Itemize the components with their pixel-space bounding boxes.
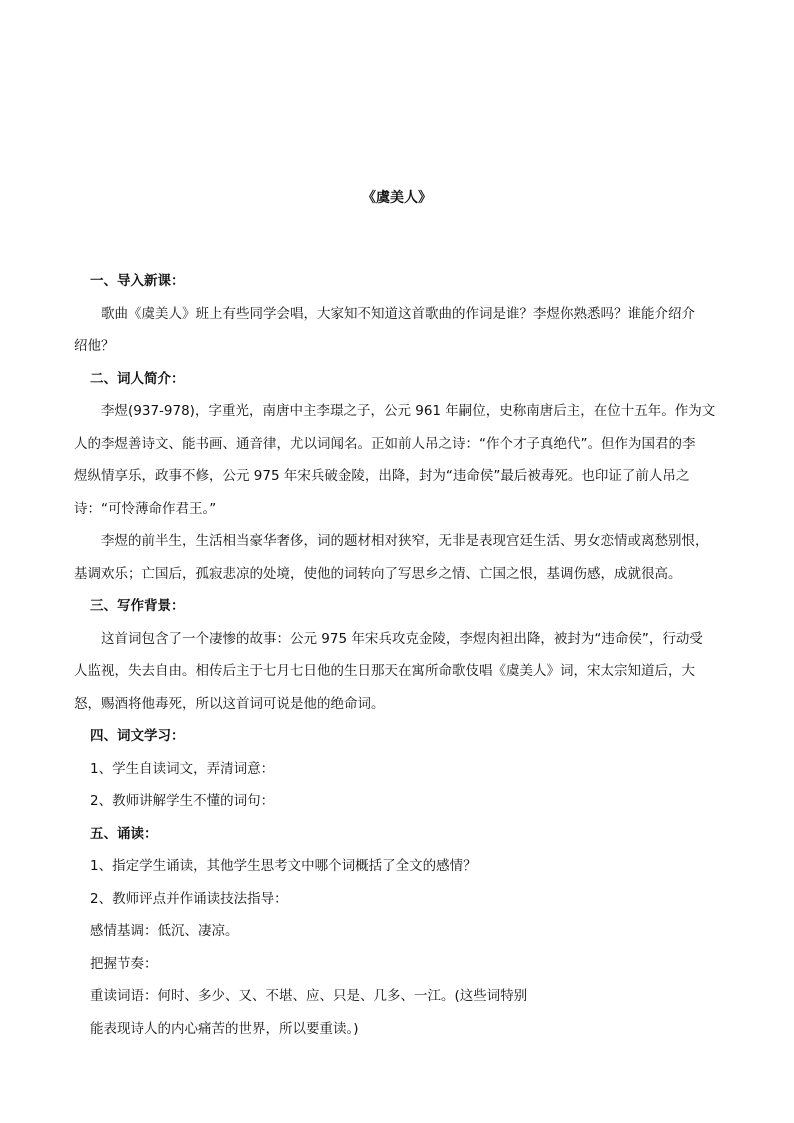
list-item: 2、教师讲解学生不懂的词句： (90, 793, 275, 809)
paragraph-line: 人的李煜善诗文、能书画、通音律，尤以词闻名。正如前人吊之诗：“作个才子真绝代”。但作为国君的李 (74, 435, 696, 452)
emotion-tone: 感情基调：低沉、凄凉。 (90, 923, 239, 939)
stress-words-note: 能表现诗人的内心痛苦的世界，所以要重读。) (90, 1020, 359, 1037)
paragraph-line: 怒，赐酒将他毒死，所以这首词可说是他的绝命词。 (74, 695, 385, 712)
stress-words: 重读词语：何时、多少、又、不堪、应、只是、几多、一江。(这些词特别 (90, 988, 528, 1004)
document-body (74, 265, 730, 1045)
section-heading-background: 三、写作背景： (90, 598, 185, 614)
section-heading-poet-profile: 二、词人简介： (90, 370, 185, 387)
section-heading-intro: 一、导入新课： (90, 273, 185, 289)
list-item: 1、指定学生诵读，其他学生思考文中哪个词概括了全文的感情？ (90, 858, 477, 874)
paragraph-line: 人监视，失去自由。相传后主于七月七日他的生日那天在寓所命歌伎唱《虞美人》词，宋太宗知道后，大 (74, 663, 695, 679)
paragraph-line: 李煜(937-978)，字重光，南唐中主李璟之子，公元 961 年嗣位，史称南唐后主，在位十五年。作为文 (101, 403, 716, 419)
section-heading-study: 四、词文学习： (90, 728, 185, 744)
paragraph-line: 诗：“可怜薄命作君王。” (74, 500, 217, 517)
paragraph-line: 这首词包含了一个凄惨的故事：公元 975 年宋兵攻克金陵，李煜肉袒出降，被封为“违命侯”，行动受 (101, 630, 703, 647)
paragraph-line: 煜纵情享乐，政事不修，公元 975 年宋兵破金陵，出降，封为“违命侯”最后被毒死。也印证了前人吊之 (74, 468, 690, 484)
section-heading-recitation: 五、诵读： (90, 825, 158, 842)
rhythm-label: 把握节奏： (90, 955, 158, 972)
document-title: 《虞美人》 (362, 190, 432, 206)
paragraph-line: 李煜的前半生，生活相当豪华奢侈，词的题材相对狭窄，无非是表现宫廷生活、男女恋情或离愁别恨， (101, 533, 709, 549)
paragraph-line: 基调欢乐；亡国后，孤寂悲凉的处境，使他的词转向了写思乡之情、亡国之恨，基调伤感，成就很高。 (74, 565, 682, 582)
list-item: 2、教师评点并作诵读技法指导： (90, 890, 288, 907)
list-item: 1、学生自读词文，弄清词意： (90, 760, 275, 777)
paragraph-line: 绍他？ (74, 338, 115, 354)
paragraph-line: 歌曲《虞美人》班上有些同学会唱，大家知不知道这首歌曲的作词是谁？李煜你熟悉吗？谁能介绍介 (101, 305, 695, 322)
